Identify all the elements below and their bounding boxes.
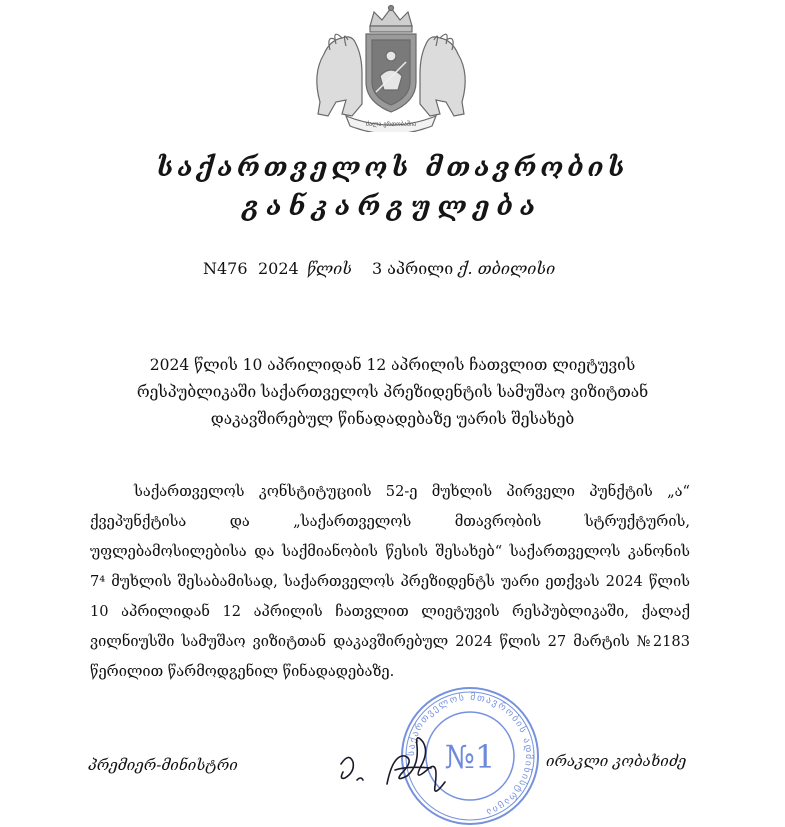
decree-body <box>90 477 690 687</box>
decree-date: 3 აპრილი <box>372 259 454 278</box>
signatory-position: პრემიერ-მინისტრი <box>88 756 238 774</box>
decree-city: ქ. თბილისი <box>458 259 556 278</box>
emblem-motto: ძალა ერთობაშია <box>365 121 417 128</box>
decree-title: განკარგულება <box>242 192 543 222</box>
stamp-number: №1 <box>444 738 496 776</box>
handwritten-signature <box>335 726 485 806</box>
body-paragraph: საქართველოს კონსტიტუციის 52-ე მუხლის პირველი პუნქტის „ა“ ქვეპუნქტისა და „საქართველოს მთავრობის სტრუქტურის, უფლებამოსილებისა და საქმიანობის წესის შესახებ“ საქართველოს კანონის 7⁴ მუხლის შესაბამისად, საქართველოს პრეზიდენტს უარი ეთქვას 2024 წლის 10 აპრილიდან 12 აპრილის ჩათვლით ლიეტუვის რესპუბლიკაში, ქალაქ ვილნიუსში სამუშაო ვიზიტთან დაკავშირებულ 2024 წლის 27 მარტის №2183 წერილით წარმოდგენილ წინადადებაზე. <box>90 483 690 680</box>
government-title: საქართველოს მთავრობის <box>156 153 629 183</box>
subject-line: 2024 წლის 10 აპრილიდან 12 აპრილის ჩათვლით ლიეტუვის <box>149 356 636 374</box>
decree-number: N476 <box>203 259 248 278</box>
decree-year: 2024 <box>258 259 299 278</box>
signatory-name: ირაკლი კობახიძე <box>546 752 687 770</box>
subject-line: რესპუბლიკაში საქართველოს პრეზიდენტის სამუშაო ვიზიტთან <box>136 383 649 401</box>
georgia-coat-of-arms-icon <box>302 4 480 132</box>
subject-line: დაკავშირებულ წინადადებაზე უარის შესახებ <box>210 410 575 428</box>
stamp-text: საქართველოს მთავრობის ადმინისტრაცია <box>405 691 535 818</box>
year-word: წლის <box>307 259 352 278</box>
decree-subject <box>80 352 705 433</box>
decree-meta <box>0 259 785 283</box>
